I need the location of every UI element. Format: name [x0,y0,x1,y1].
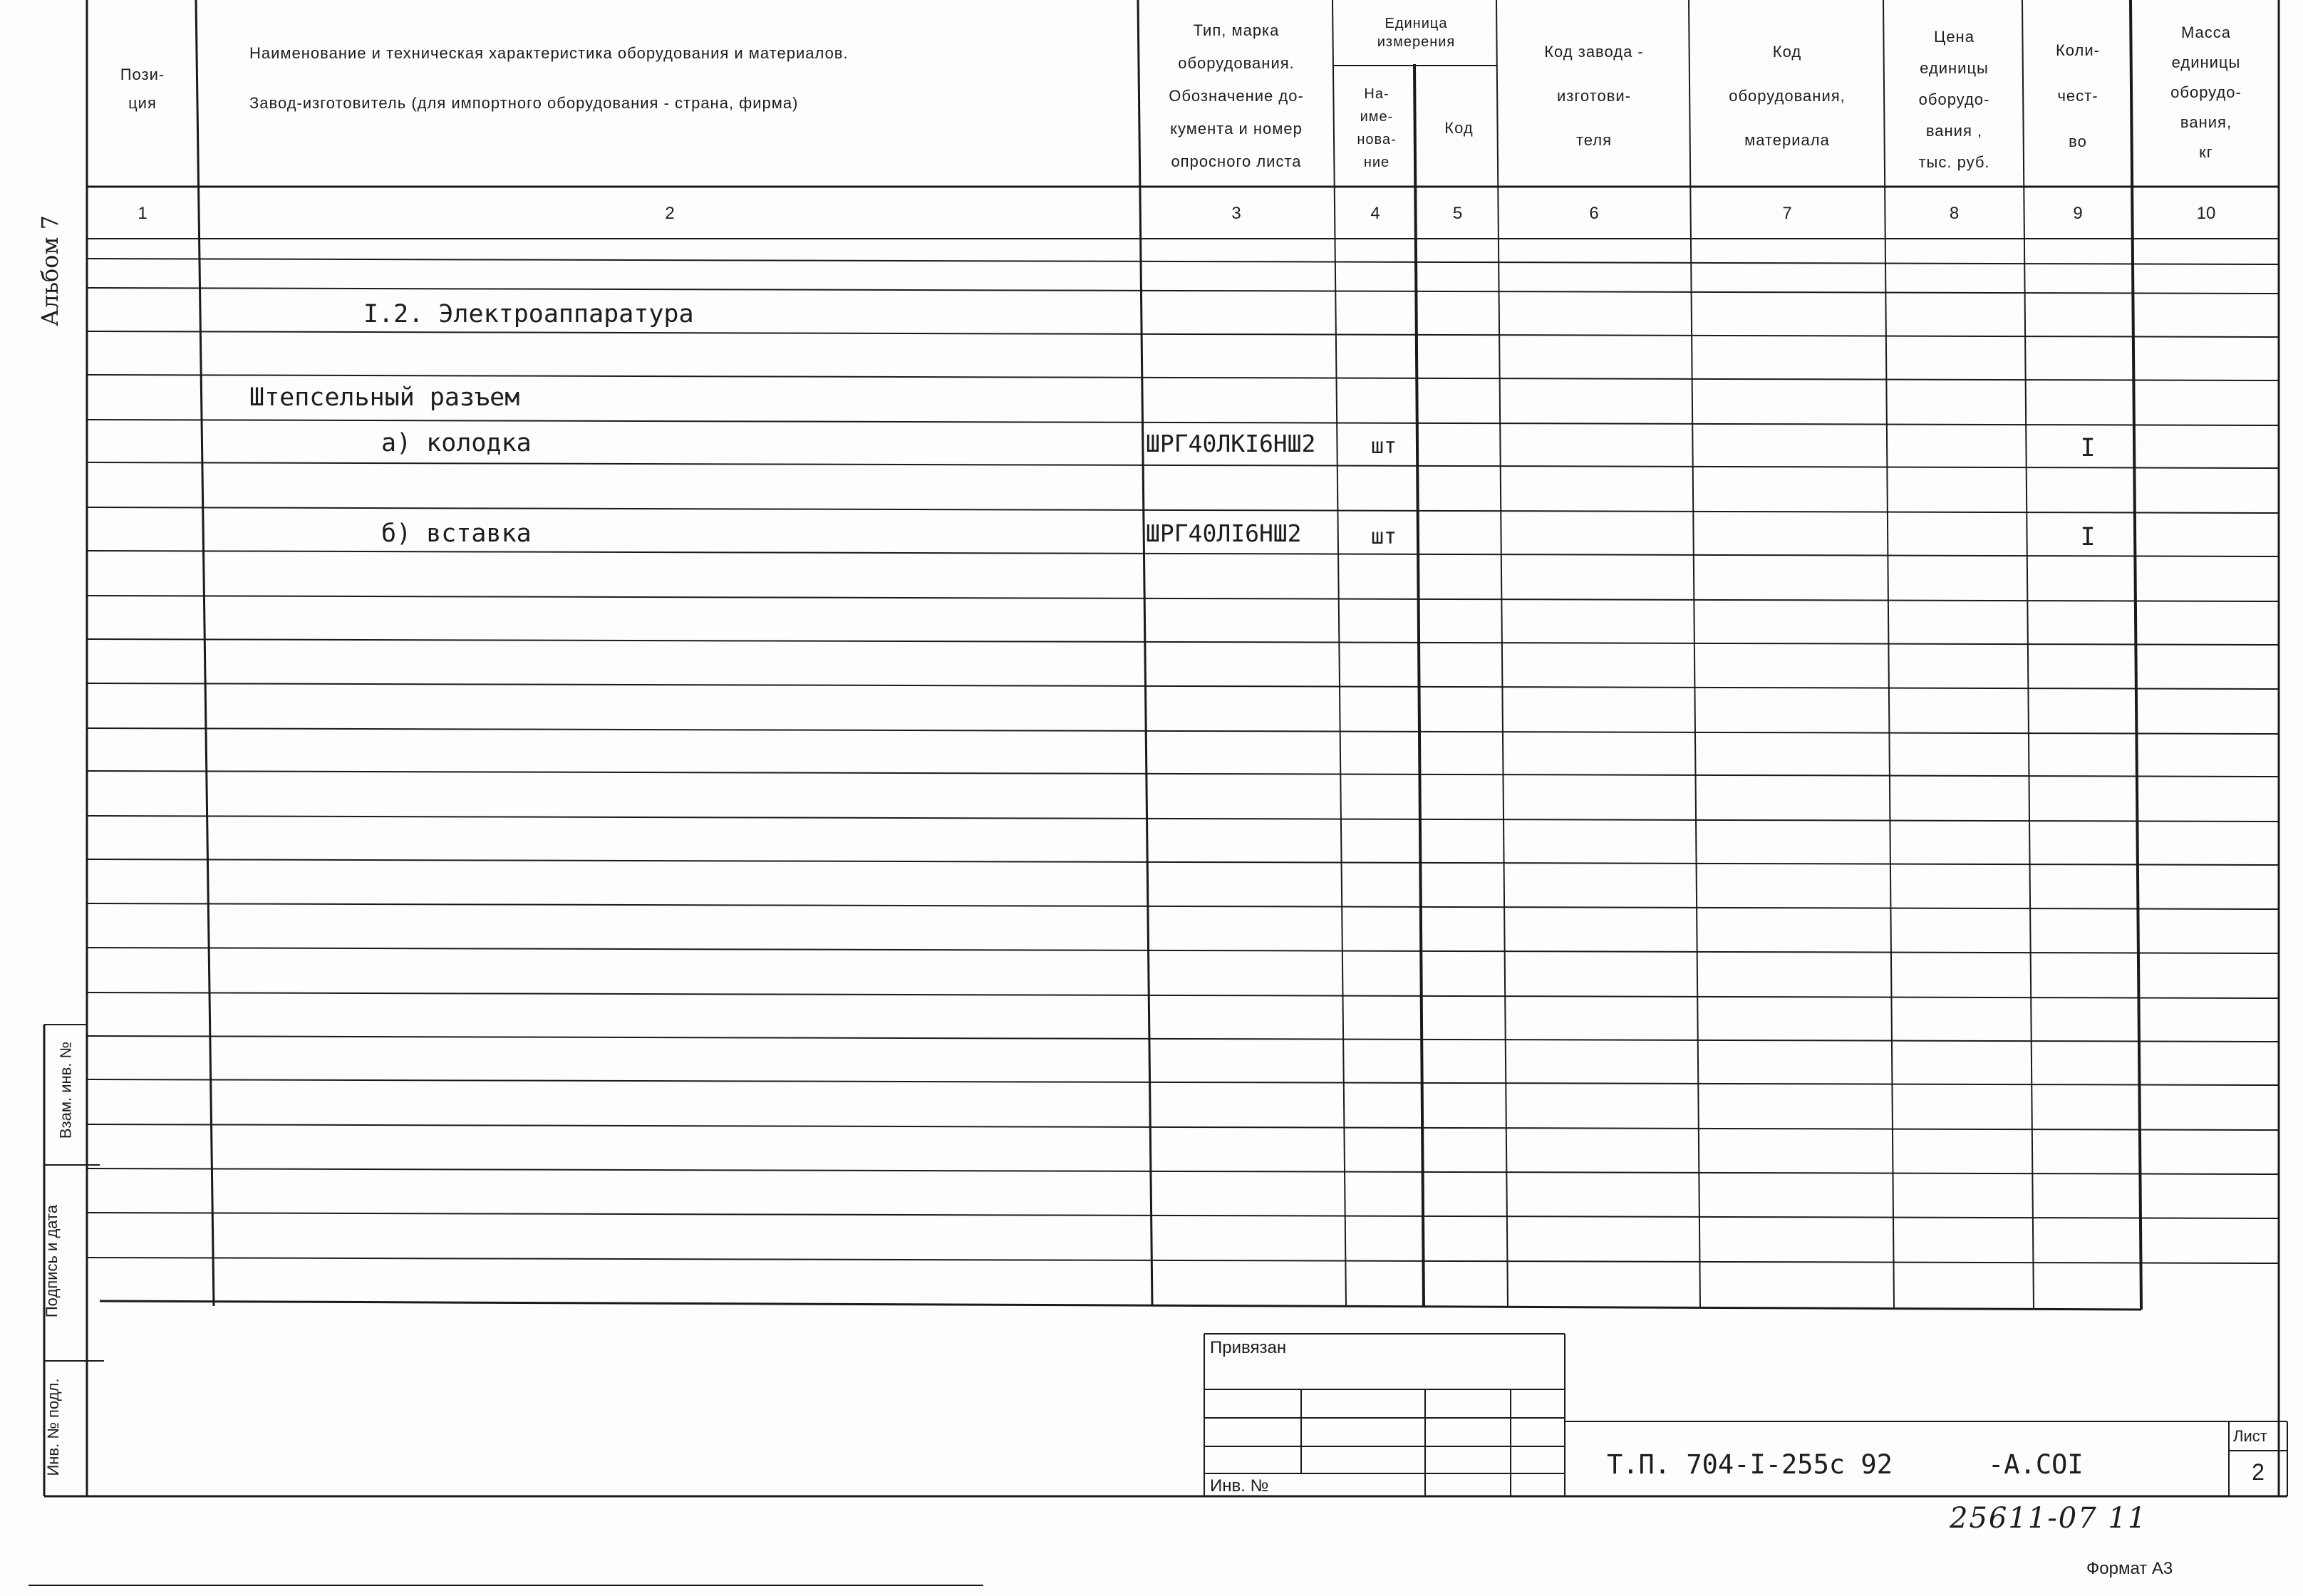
sheet-number: 2 [2252,1459,2265,1485]
inv-no-label: Инв. № [1210,1476,1269,1496]
col-number: 5 [1452,204,1463,223]
inv-podl-label: Инв. № подл. [44,1378,62,1476]
item-a-type: ШРГ40ЛКI6НШ2 [1146,429,1316,457]
col-number: 9 [2073,204,2083,223]
sheet-label: Лист [2233,1427,2267,1445]
item-b-type: ШРГ40ЛI6НШ2 [1146,519,1302,547]
header-plant-code: Код завода - изготови- теля [1544,43,1644,149]
header-unit-code: Код [1444,119,1474,137]
col-number: 3 [1231,204,1241,223]
archive-number: 25611-07 11 [1950,1502,2148,1535]
album-label: Альбом 7 [36,215,63,326]
header-name-line2: Завод-изготовитель (для импортного оборудования - страна, фирма) [249,94,799,112]
item-b-qty: I [2080,523,2096,551]
section-heading: I.2. Электроаппаратура [363,300,694,328]
document-code: Т.П. 704-I-255с 92 [1607,1449,1893,1480]
col-number: 1 [138,204,148,223]
col-number: 10 [2196,204,2216,223]
item-a-name: а) колодка [381,429,532,457]
col-number: 6 [1589,204,1599,223]
header-unit: Единица измерения [1377,16,1456,50]
col-number: 7 [1782,204,1792,223]
document-suffix: -А.СОI [1988,1449,2084,1480]
col-number: 4 [1370,204,1380,223]
header-unit-name: На- име- нова- ние [1357,86,1397,170]
vzam-inv-label: Взам. инв. № [56,1041,75,1139]
item-a-qty: I [2080,434,2096,462]
col-number: 2 [665,204,675,223]
header-position: Пози- ция [120,66,165,112]
podpis-data-label: Подпись и дата [43,1204,61,1318]
format-label: Формат А3 [2086,1559,2173,1578]
header-quantity: Коли- чест- во [2055,41,2101,150]
col-number: 8 [1949,204,1960,223]
item-b-unit: шт [1370,524,1397,549]
header-equipment-code: Код оборудования, материала [1729,43,1846,149]
header-name-line1: Наименование и техническая характеристика оборудования и материалов. [249,44,849,62]
item-b-name: б) вставка [381,519,532,548]
header-price: Цена единицы оборудо- вания , тыс. руб. [1918,28,1990,171]
header-type: Тип, марка оборудования. Обозначение до- кумента и номер опросного листа [1169,21,1304,170]
privyazan-label: Привязан [1210,1338,1287,1357]
item-a-unit: шт [1370,433,1397,459]
group-heading: Штепсельный разъем [249,383,520,412]
header-mass: Масса единицы оборудо- вания, кг [2170,24,2242,161]
